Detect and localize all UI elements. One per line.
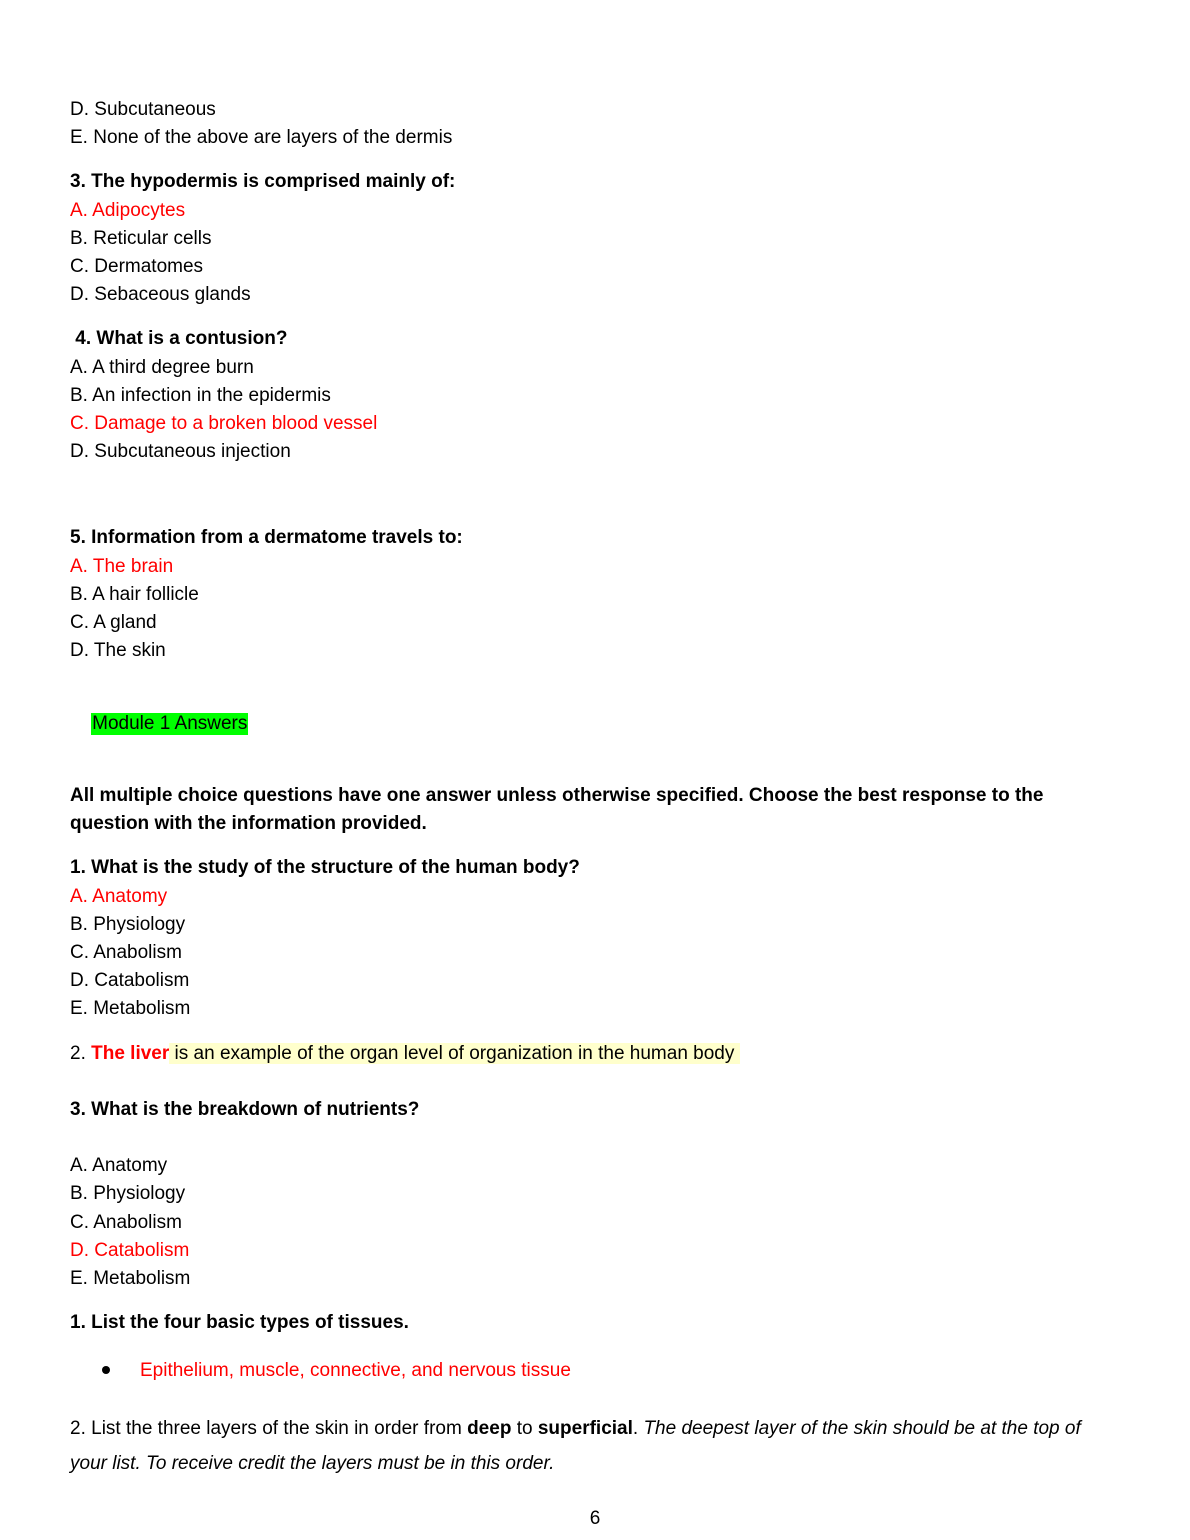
q5-option-a-correct: A. The brain — [70, 555, 174, 577]
m1q2-answer: The liver — [91, 1042, 170, 1064]
m1q3-option-e: E. Metabolism — [70, 1267, 191, 1289]
q5-option-d: D. The skin — [70, 640, 166, 662]
m1q3-option-c: C. Anabolism — [70, 1211, 182, 1233]
m1q1-option-e: E. Metabolism — [70, 998, 191, 1020]
m1q3-option-b: B. Physiology — [70, 1183, 186, 1205]
q2-option-d: D. Subcutaneous — [70, 99, 216, 120]
short2-instruction: The deepest layer of the skin should be at the top of your list. To receive credit the layers must be in this order. — [70, 1418, 1081, 1475]
short2-superficial: superficial — [537, 1418, 633, 1440]
q5-option-b: B. A hair follicle — [70, 583, 199, 605]
short2-to: to — [511, 1418, 538, 1440]
q4-option-b: B. An infection in the epidermis — [70, 384, 331, 406]
module-heading-row — [70, 681, 1110, 766]
m1q2-prefix: 2. — [70, 1042, 92, 1064]
short2-question — [70, 1411, 1110, 1481]
m1q1-option-b: B. Physiology — [70, 913, 186, 935]
short1-answer-item — [70, 1361, 1110, 1391]
m1q3-question: 3. What is the breakdown of nutrients? — [70, 1098, 420, 1120]
q3-question: 3. The hypodermis is comprised mainly of: — [70, 171, 456, 193]
q2-option-e: E. None of the above are layers of the dermis — [70, 127, 453, 149]
short1-question: 1. List the four basic types of tissues. — [70, 1312, 409, 1334]
document-page — [70, 96, 1110, 1481]
m1q3-option-a: A. Anatomy — [70, 1155, 168, 1177]
q3-option-a-correct: A. Adipocytes — [70, 199, 186, 221]
m1q1-option-c: C. Anabolism — [70, 942, 182, 964]
short2-deep: deep — [467, 1418, 512, 1440]
q4-option-a: A. A third degree burn — [70, 356, 254, 378]
page-number: 6 — [589, 1508, 601, 1529]
q3-option-c: C. Dermatomes — [70, 256, 204, 278]
m1q1-question: 1. What is the study of the structure of the human body? — [70, 857, 580, 879]
q4-option-d: D. Subcutaneous injection — [70, 441, 291, 463]
module-heading: Module 1 Answers — [92, 712, 248, 734]
m1q3-option-d-correct: D. Catabolism — [70, 1239, 190, 1261]
short2-lead: 2. List the three layers of the skin in order from — [70, 1418, 468, 1440]
m1q1-option-d: D. Catabolism — [70, 970, 190, 992]
short2-dot: . — [632, 1418, 644, 1440]
m1q2-rest: is an example of the organ level of organization in the human body — [169, 1042, 740, 1064]
m1q2-statement — [70, 1040, 1110, 1068]
bullet-icon — [102, 1366, 110, 1374]
q3-option-b: B. Reticular cells — [70, 227, 212, 249]
q5-option-c: C. A gland — [70, 612, 157, 634]
module-intro: All multiple choice questions have one answer unless otherwise specified. Choose the best response to the question with the information provided. — [70, 785, 1044, 835]
q4-question: 4. What is a contusion? — [70, 328, 288, 350]
q3-option-d: D. Sebaceous glands — [70, 284, 251, 306]
m1q1-option-a-correct: A. Anatomy — [70, 885, 168, 907]
short1-answer: Epithelium, muscle, connective, and nervous tissue — [140, 1360, 571, 1382]
q5-question: 5. Information from a dermatome travels to: — [70, 527, 463, 549]
q4-option-c-correct: C. Damage to a broken blood vessel — [70, 413, 378, 435]
